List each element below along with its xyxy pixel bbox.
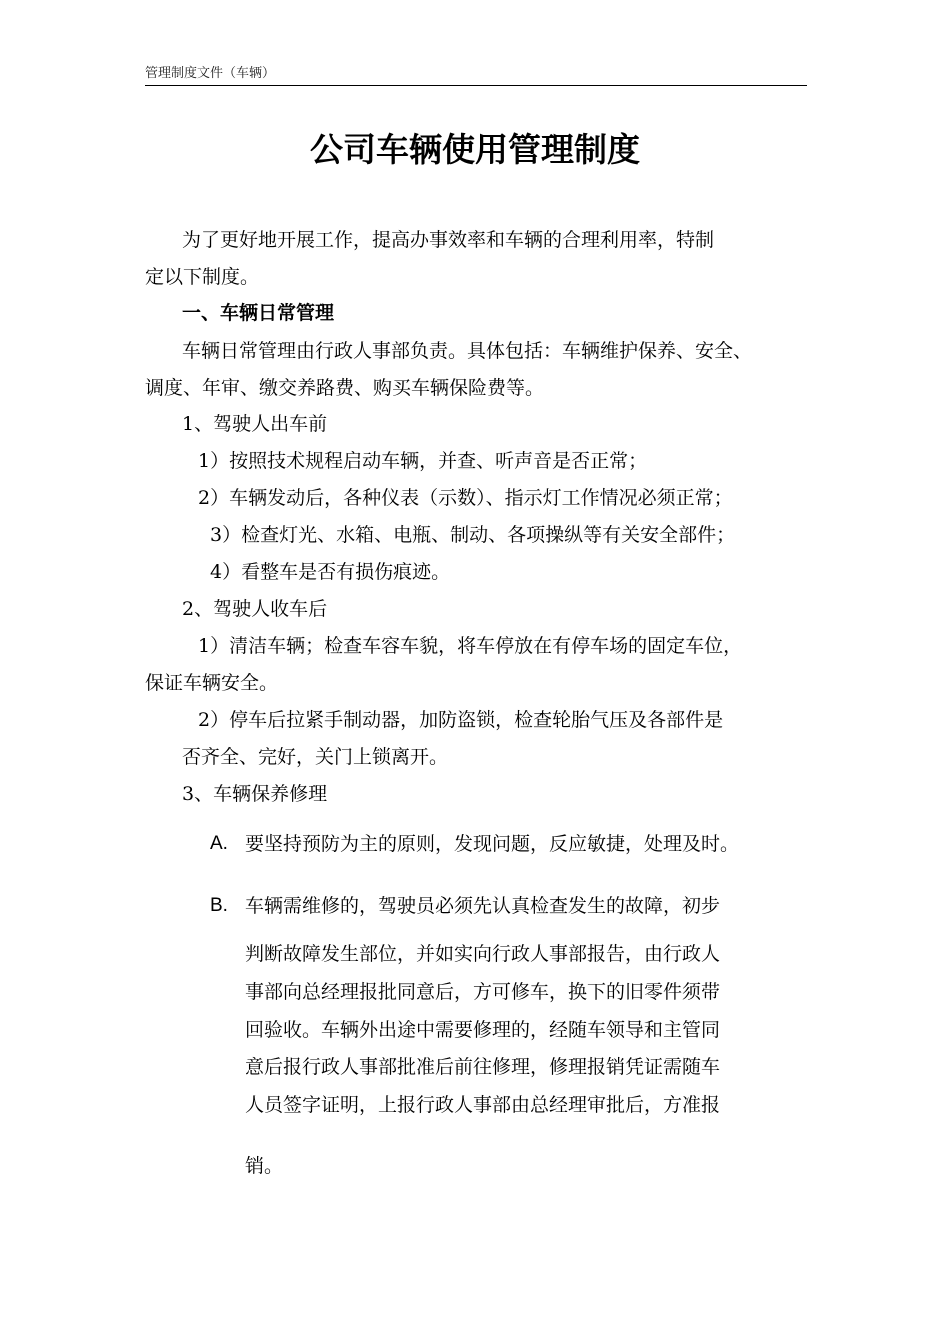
section-1-para-line-1: 车辆日常管理由行政人事部负责。具体包括：车辆维护保养、安全、 (182, 340, 753, 362)
item-1-point: 3）检查灯光、水箱、电瓶、制动、各项操纵等有关安全部件； (210, 524, 736, 546)
item-3-point-b-line: 车辆需维修的，驾驶员必须先认真检查发生的故障，初步 (245, 895, 721, 917)
list-marker-b: B. (210, 895, 228, 916)
item-3-point-b-line: 销。 (245, 1155, 284, 1177)
section-1-heading: 一、车辆日常管理 (182, 302, 335, 324)
intro-line-1: 为了更好地开展工作，提高办事效率和车辆的合理利用率，特制 (182, 229, 715, 251)
item-1-point: 2）车辆发动后，各种仪表（示数）、指示灯工作情况必须正常； (198, 487, 733, 509)
page-title: 公司车辆使用管理制度 (310, 130, 640, 169)
section-1-para-line-2: 调度、年审、缴交养路费、购买车辆保险费等。 (145, 377, 545, 399)
item-3-point-b-line: 回验收。车辆外出途中需要修理的，经随车领导和主管同 (245, 1019, 721, 1041)
item-1-point: 1）按照技术规程启动车辆，并查、听声音是否正常； (198, 450, 648, 472)
item-2-point-1-line-1: 1）清洁车辆；检查车容车貌，将车停放在有停车场的固定车位， (198, 635, 743, 657)
item-2-point-2-line-2: 否齐全、完好，关门上锁离开。 (182, 746, 449, 768)
item-3-point-a: 要坚持预防为主的原则，发现问题，反应敏捷，处理及时。 (245, 833, 740, 855)
item-1-point: 4）看整车是否有损伤痕迹。 (210, 561, 451, 583)
intro-line-2: 定以下制度。 (145, 266, 260, 288)
item-3-point-b-line: 事部向总经理报批同意后，方可修车，换下的旧零件须带 (245, 981, 721, 1003)
item-3-point-b-line: 判断故障发生部位，并如实向行政人事部报告，由行政人 (245, 943, 721, 965)
item-3-point-b-line: 人员签字证明，上报行政人事部由总经理审批后，方准报 (245, 1094, 721, 1116)
item-2-heading: 2、驾驶人收车后 (182, 598, 328, 620)
item-3-heading: 3、车辆保养修理 (182, 783, 328, 805)
item-1-heading: 1、驾驶人出车前 (182, 413, 328, 435)
list-marker-a: A. (210, 833, 228, 854)
item-2-point-2-line-1: 2）停车后拉紧手制动器，加防盗锁，检查轮胎气压及各部件是 (198, 709, 724, 731)
document-header: 管理制度文件（车辆） (145, 64, 807, 86)
item-2-point-1-line-2: 保证车辆安全。 (145, 672, 279, 694)
item-3-point-b-line: 意后报行政人事部批准后前往修理，修理报销凭证需随车 (245, 1056, 721, 1078)
